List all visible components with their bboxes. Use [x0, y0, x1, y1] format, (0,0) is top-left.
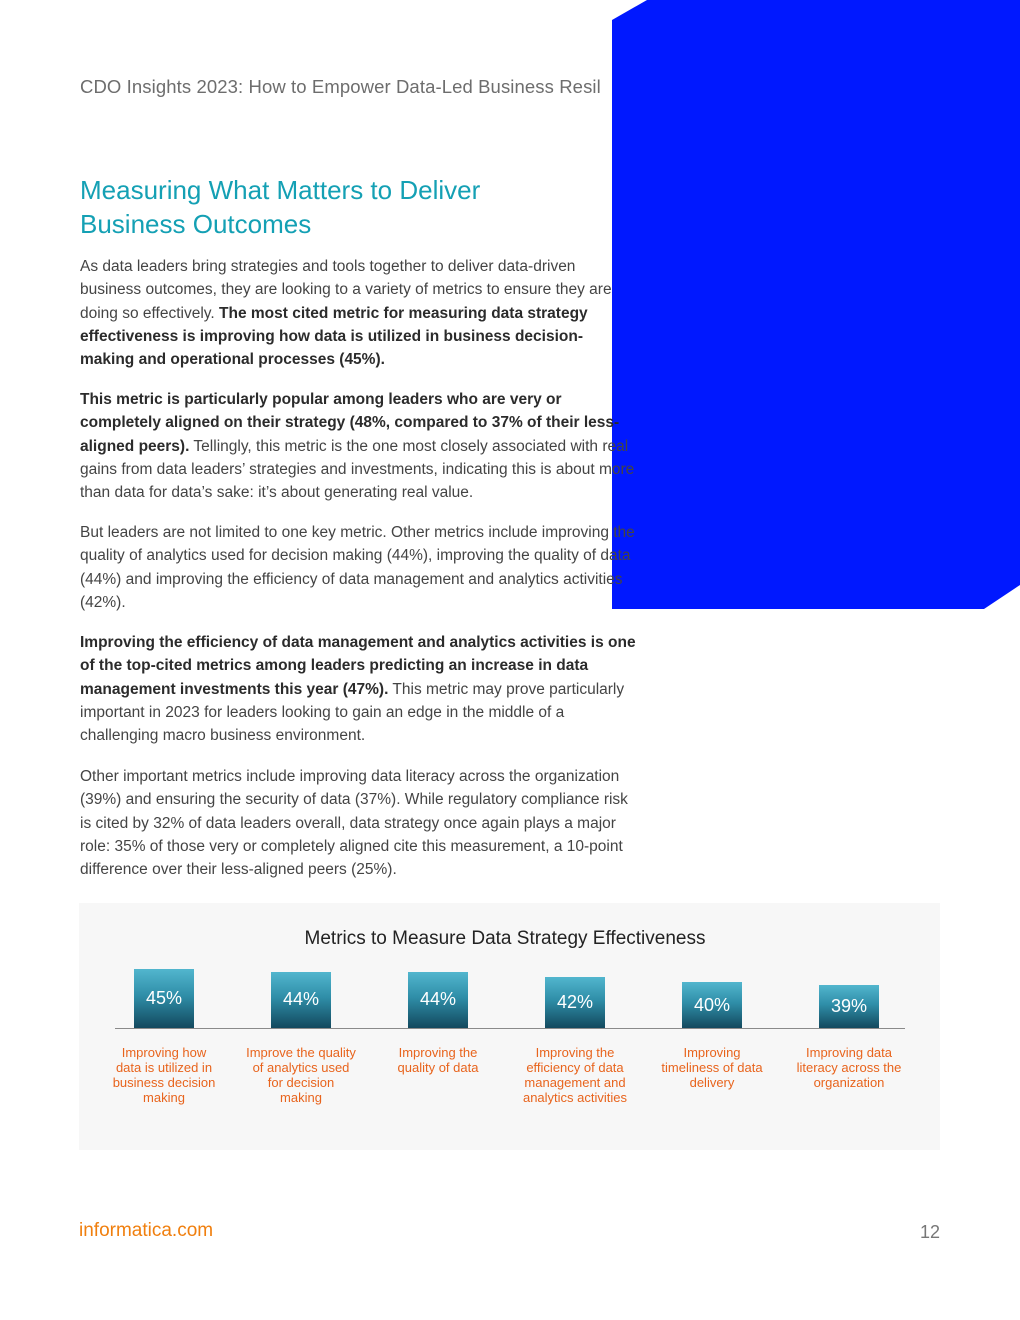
paragraph-1 — [80, 255, 636, 371]
chart-bar — [134, 969, 194, 1028]
chart-category-label: Improving how data is utilized in business decision making — [112, 1045, 216, 1105]
paragraph-4-bold: Improving the efficiency of data management and analytics activities is one of the top-cited metrics among leaders predicting an increase in data management investments this year (47%). — [80, 634, 636, 698]
chart-bar-value-label: 45% — [145, 988, 183, 1008]
paragraph-4 — [80, 631, 636, 747]
chart-category-label: Improve the quality of analytics used for decision making — [246, 1045, 356, 1105]
section-heading-line-1: Measuring What Matters to Deliver — [80, 175, 481, 205]
chart-bar-value-label: 42% — [556, 991, 594, 1012]
chart-category-label: Improving the quality of data — [397, 1045, 479, 1075]
decorative-blue-block — [612, 0, 1020, 609]
paragraph-1-bold: The most cited metric for measuring data strategy effectiveness is improving how data is utilized in business decision-making and operational processes (45%). — [80, 304, 588, 369]
chart-bar — [408, 972, 468, 1028]
chart-bar-value-label: 44% — [419, 989, 457, 1010]
chart-title: Metrics to Measure Data Strategy Effectiveness — [304, 928, 706, 949]
chart-category-label: Improving data literacy across the organization — [796, 1045, 902, 1090]
section-heading — [80, 173, 600, 241]
chart-bar — [682, 982, 742, 1028]
paragraph-4-text: This metric may prove particularly important in 2023 for leaders looking to gain an edge in the middle of a challenging macro business environment. — [80, 680, 625, 745]
chart-category-label: Improving timeliness of data delivery — [661, 1045, 763, 1090]
section-heading-line-2: Business Outcomes — [80, 209, 312, 239]
page-number: 12 — [919, 1222, 940, 1242]
paragraph-1-text: As data leaders bring strategies and tools together to deliver data-driven business outcomes, they are looking to a variety of metrics to ensure they are doing so effectively. — [80, 258, 612, 322]
chart-bar — [819, 985, 879, 1028]
chart-bar-value-label: 40% — [693, 994, 731, 1015]
paragraph-3: But leaders are not limited to one key metric. Other metrics include improving the quality of analytics used for decision making (44%), improving the quality of data (44%) and improving the efficiency of data management and analytics activities (42%). — [80, 524, 635, 611]
chart-bar-value-label: 44% — [282, 989, 320, 1010]
chart-bar-value-label: 39% — [830, 995, 868, 1016]
chart-bar — [271, 972, 331, 1028]
chart-bar — [545, 977, 605, 1028]
chart-category-label: Improving the efficiency of data management and analytics activities — [522, 1045, 628, 1105]
paragraph-2-text: Tellingly, this metric is the one most closely associated with real gains from data leaders’ strategies and investments, indicating this is about more than data for data’s sake: it’s about generating real value. — [80, 437, 635, 502]
paragraph-2 — [80, 388, 636, 504]
paragraph-5: Other important metrics include improving data literacy across the organization (39%) and ensuring the security of data (37%). While regulatory compliance risk is cited by 32% of data leaders overall, data strategy once again plays a major role: 35% of those very or completely aligned cite this measurement, a 10-point difference over their less-aligned peers (25%). — [80, 768, 628, 879]
footer-website-link[interactable]: informatica.com — [79, 1220, 214, 1241]
chart-baseline — [115, 1028, 905, 1029]
paragraph-2-bold: This metric is particularly popular among leaders who are very or completely aligned on their strategy (48%, compared to 37% of their less-aligned peers). — [80, 391, 620, 455]
document-header-title: CDO Insights 2023: How to Empower Data-Led Business Resil — [80, 76, 601, 97]
